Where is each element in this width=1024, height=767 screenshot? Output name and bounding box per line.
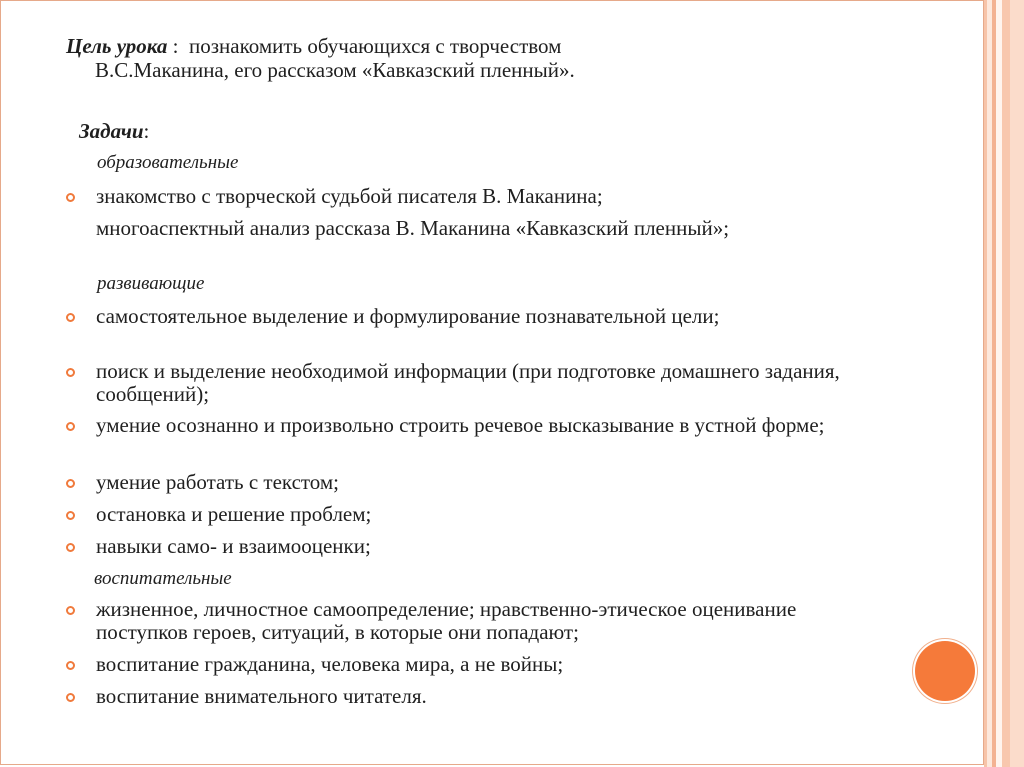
list-item-text: остановка и решение проблем; <box>96 502 372 526</box>
list-item-text: навыки само- и взаимооценки; <box>96 534 371 558</box>
list-item <box>66 535 866 558</box>
category-upbringing: воспитательные <box>94 568 232 589</box>
decorative-stripes <box>984 0 1024 767</box>
goal-line2: В.С.Маканина, его рассказом «Кавказский пленный». <box>95 58 575 82</box>
bullet-icon <box>66 511 75 520</box>
tasks-heading <box>79 119 149 143</box>
bullet-icon <box>66 606 75 615</box>
category-educational: образовательные <box>97 152 239 173</box>
bullet-icon <box>66 479 75 488</box>
bullet-icon <box>66 693 75 702</box>
list-item-text: жизненное, личностное самоопределение; нравственно-этическое оценивание поступков героев, ситуаций, в которые они попадают; <box>96 597 797 644</box>
list-item <box>66 471 866 494</box>
list-item-text: поиск и выделение необходимой информации (при подготовке домашнего задания, сообщений); <box>96 359 840 406</box>
list-item <box>66 685 866 708</box>
list-item <box>66 305 866 328</box>
goal-separator: : <box>167 34 190 58</box>
list-item-text: умение работать с текстом; <box>96 470 340 494</box>
goal-line1: познакомить обучающихся с творчеством <box>189 34 562 58</box>
bullet-icon <box>66 368 75 377</box>
list-item-text: воспитание внимательного читателя. <box>96 684 427 708</box>
list-item <box>66 414 866 437</box>
list-item <box>66 185 866 208</box>
list-item-text: умение осознанно и произвольно строить речевое высказывание в устной форме; <box>96 413 825 437</box>
lesson-goal <box>66 34 886 82</box>
bullet-icon <box>66 422 75 431</box>
category-developing: развивающие <box>97 273 205 294</box>
list-item-text: самостоятельное выделение и формулирование познавательной цели; <box>96 304 720 328</box>
list-item-text: многоаспектный анализ рассказа В. Маканина «Кавказский пленный»; <box>96 216 730 240</box>
tasks-colon: : <box>143 119 150 143</box>
bullet-icon <box>66 313 75 322</box>
list-item <box>66 653 866 676</box>
list-item-text: знакомство с творческой судьбой писателя В. Маканина; <box>96 184 603 208</box>
list-item <box>66 360 866 406</box>
list-item <box>66 598 866 644</box>
bullet-icon <box>66 193 75 202</box>
bullet-icon <box>66 543 75 552</box>
list-item <box>66 217 846 240</box>
list-item-text: воспитание гражданина, человека мира, а не войны; <box>96 652 564 676</box>
tasks-label: Задачи <box>79 119 144 143</box>
stripe <box>1002 0 1010 767</box>
bullet-icon <box>66 661 75 670</box>
stripe <box>1010 0 1024 767</box>
list-item <box>66 503 866 526</box>
goal-label: Цель урока <box>66 34 168 58</box>
